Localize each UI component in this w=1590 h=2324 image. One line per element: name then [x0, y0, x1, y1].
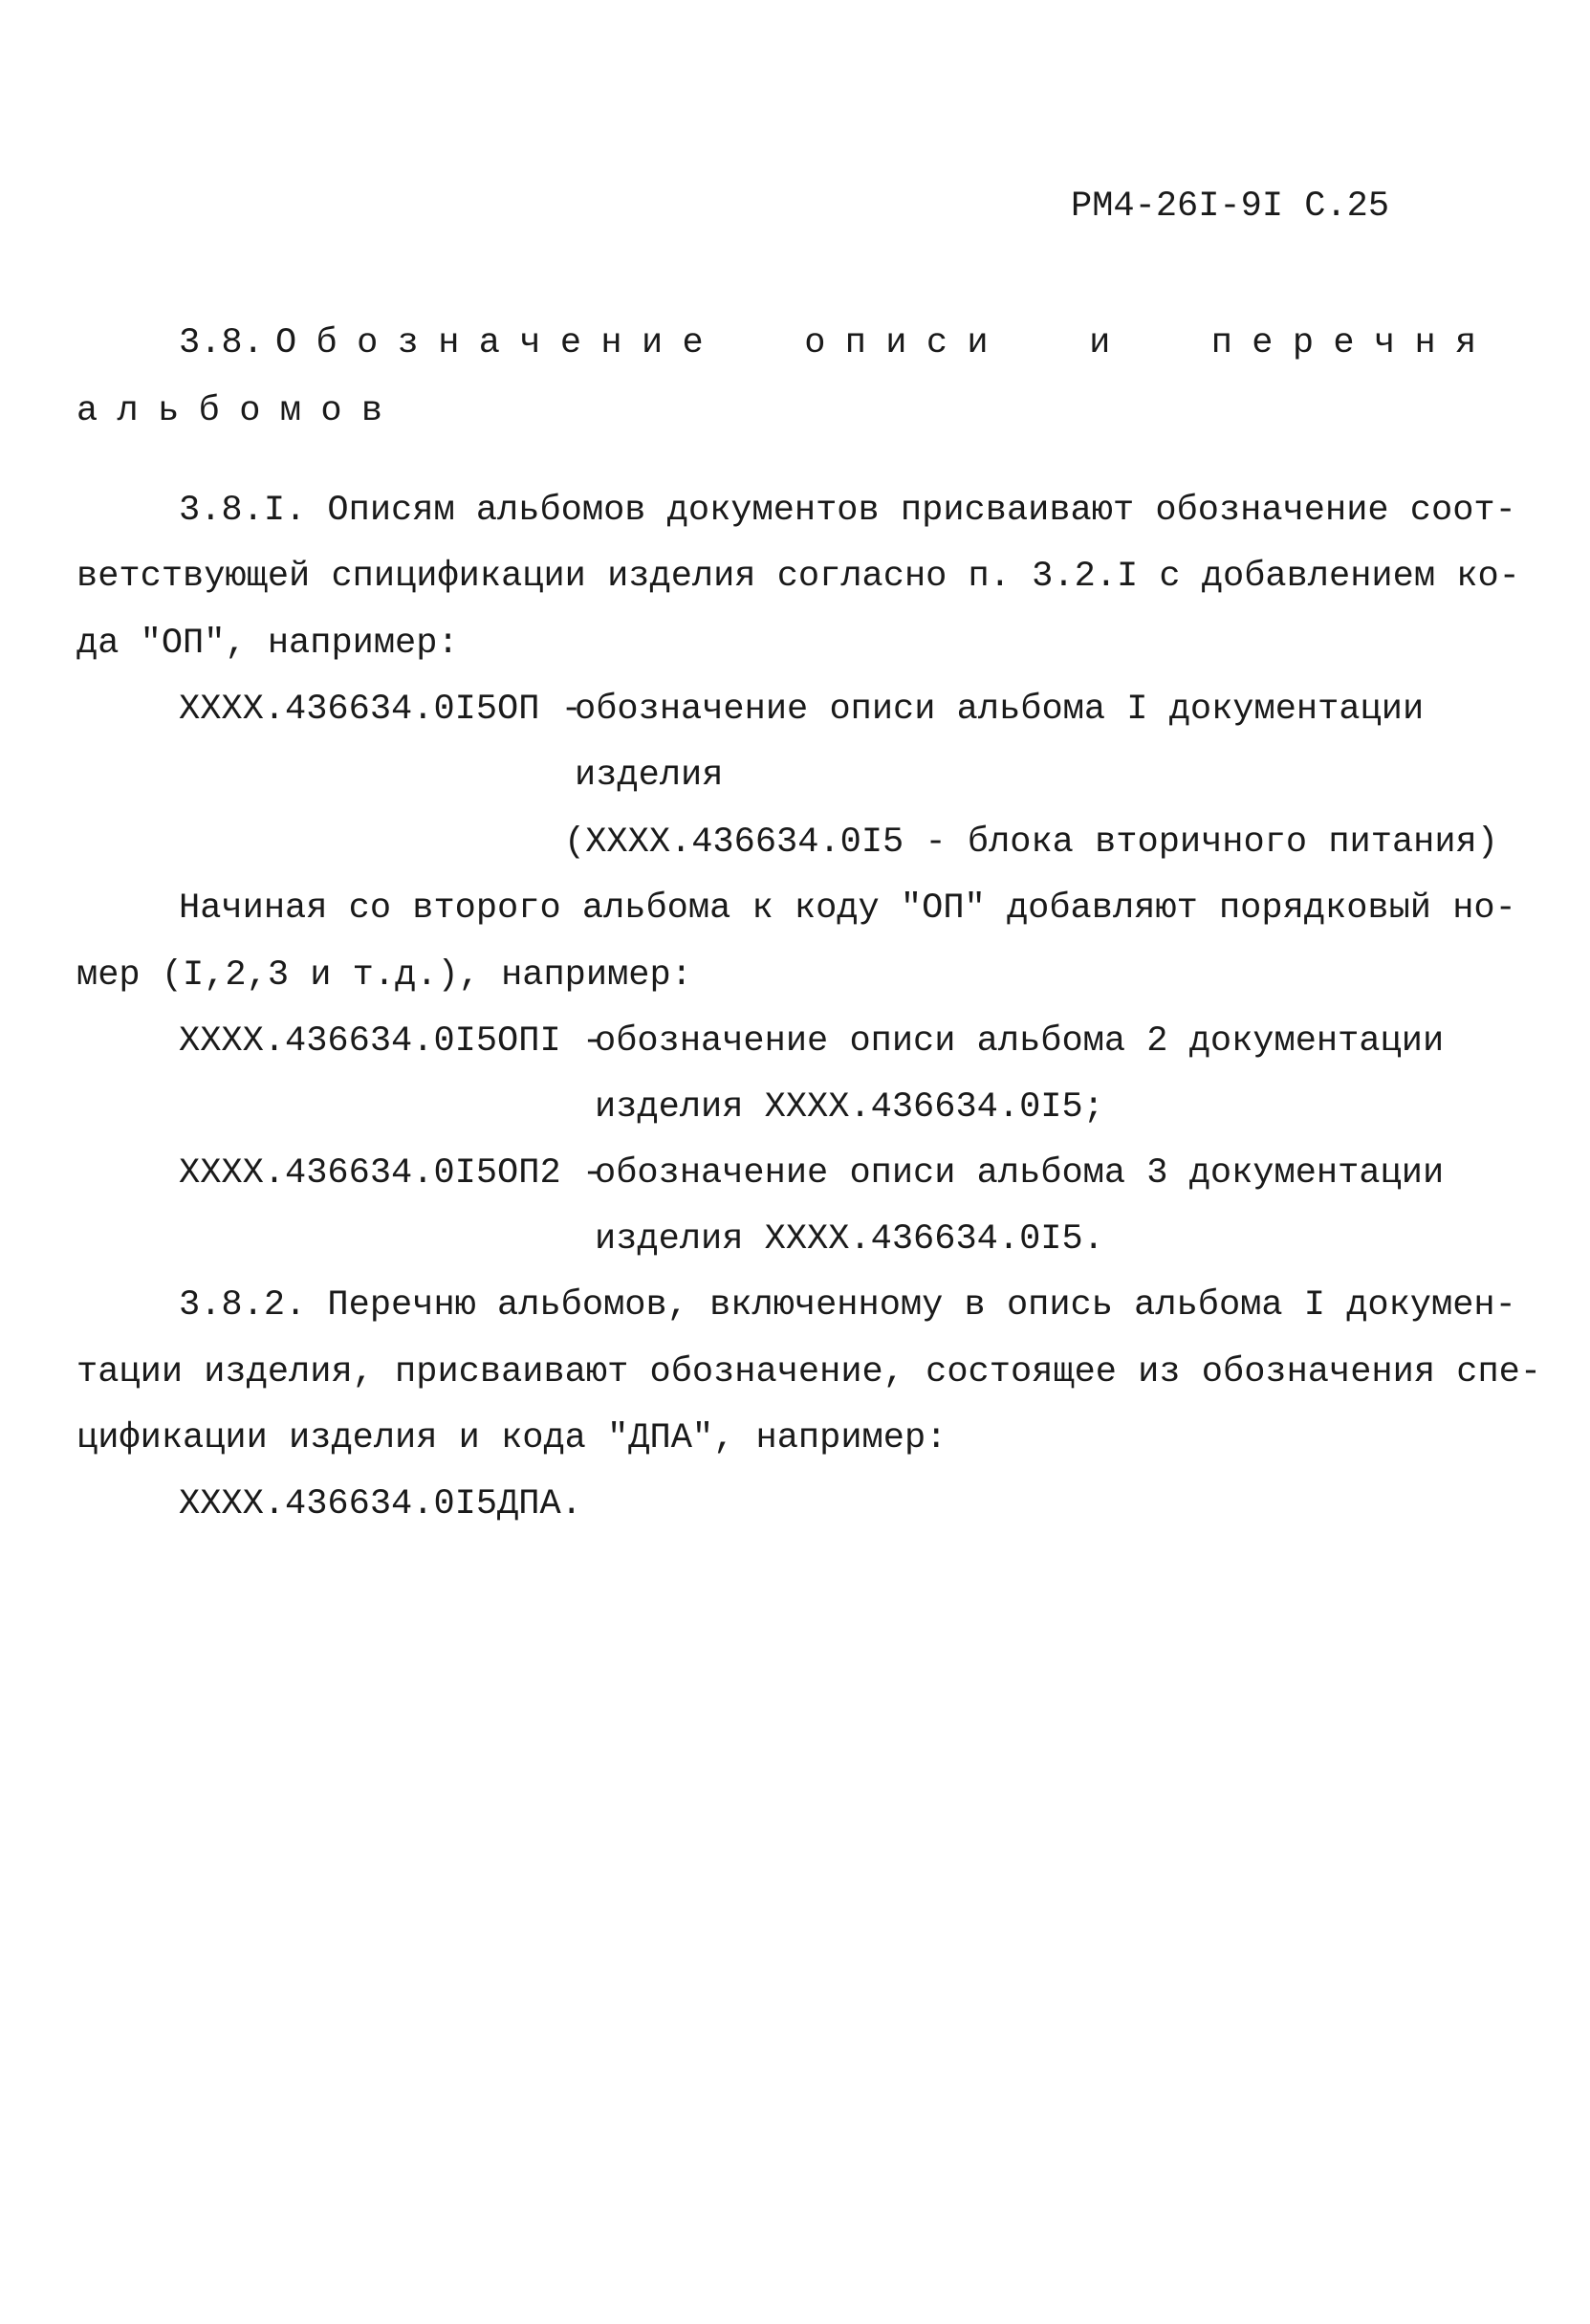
paragraph-3-8-1-line3: да "ОП", например: — [76, 624, 459, 664]
paragraph-3-8-1-line1: 3.8.I. Описям альбомов документов присваивают обозначение соот- — [179, 491, 1516, 531]
example-1-note: (ХХХХ.436634.0I5 - блока вторичного питания) — [564, 822, 1498, 863]
paragraph-3-8-1-line2: ветствующей спицификации изделия согласно п. 3.2.I с добавлением ко- — [76, 557, 1520, 597]
example-1-code: ХХХХ.436634.0I5ОП - — [179, 690, 582, 730]
example-2-text: обозначение описи альбома 2 документации — [595, 1021, 1445, 1062]
example-2-text-2: изделия ХХХХ.436634.0I5; — [595, 1087, 1104, 1128]
paragraph-numbering-line1: Начиная со второго альбома к коду "ОП" добавляют порядковый но- — [179, 888, 1516, 929]
section-heading-line1: Обозначение описи и перечня — [275, 323, 1496, 363]
section-heading-line2: альбомов — [76, 391, 403, 431]
document-code: РМ4-26I-9I С.25 — [1071, 186, 1390, 227]
paragraph-3-8-2-line1: 3.8.2. Перечню альбомов, включенному в опись альбома I докумен- — [179, 1285, 1516, 1326]
paragraph-3-8-2-line3: цификации изделия и кода "ДПА", например: — [76, 1418, 947, 1458]
section-heading-number: 3.8. — [179, 323, 264, 363]
example-1-text-2: изделия — [575, 756, 724, 796]
paragraph-numbering-line2: мер (I,2,3 и т.д.), например: — [76, 955, 692, 996]
example-4-code: ХХХХ.436634.0I5ДПА. — [179, 1484, 582, 1524]
example-3-text-2: изделия ХХХХ.436634.0I5. — [595, 1219, 1104, 1260]
paragraph-3-8-2-line2: тации изделия, присваивают обозначение, состоящее из обозначения спе- — [76, 1352, 1542, 1392]
example-3-text: обозначение описи альбома 3 документации — [595, 1153, 1445, 1194]
example-2-code: ХХХХ.436634.0I5ОПI - — [179, 1021, 604, 1062]
example-3-code: ХХХХ.436634.0I5ОП2 - — [179, 1153, 604, 1194]
example-1-text: обозначение описи альбома I документации — [575, 690, 1425, 730]
